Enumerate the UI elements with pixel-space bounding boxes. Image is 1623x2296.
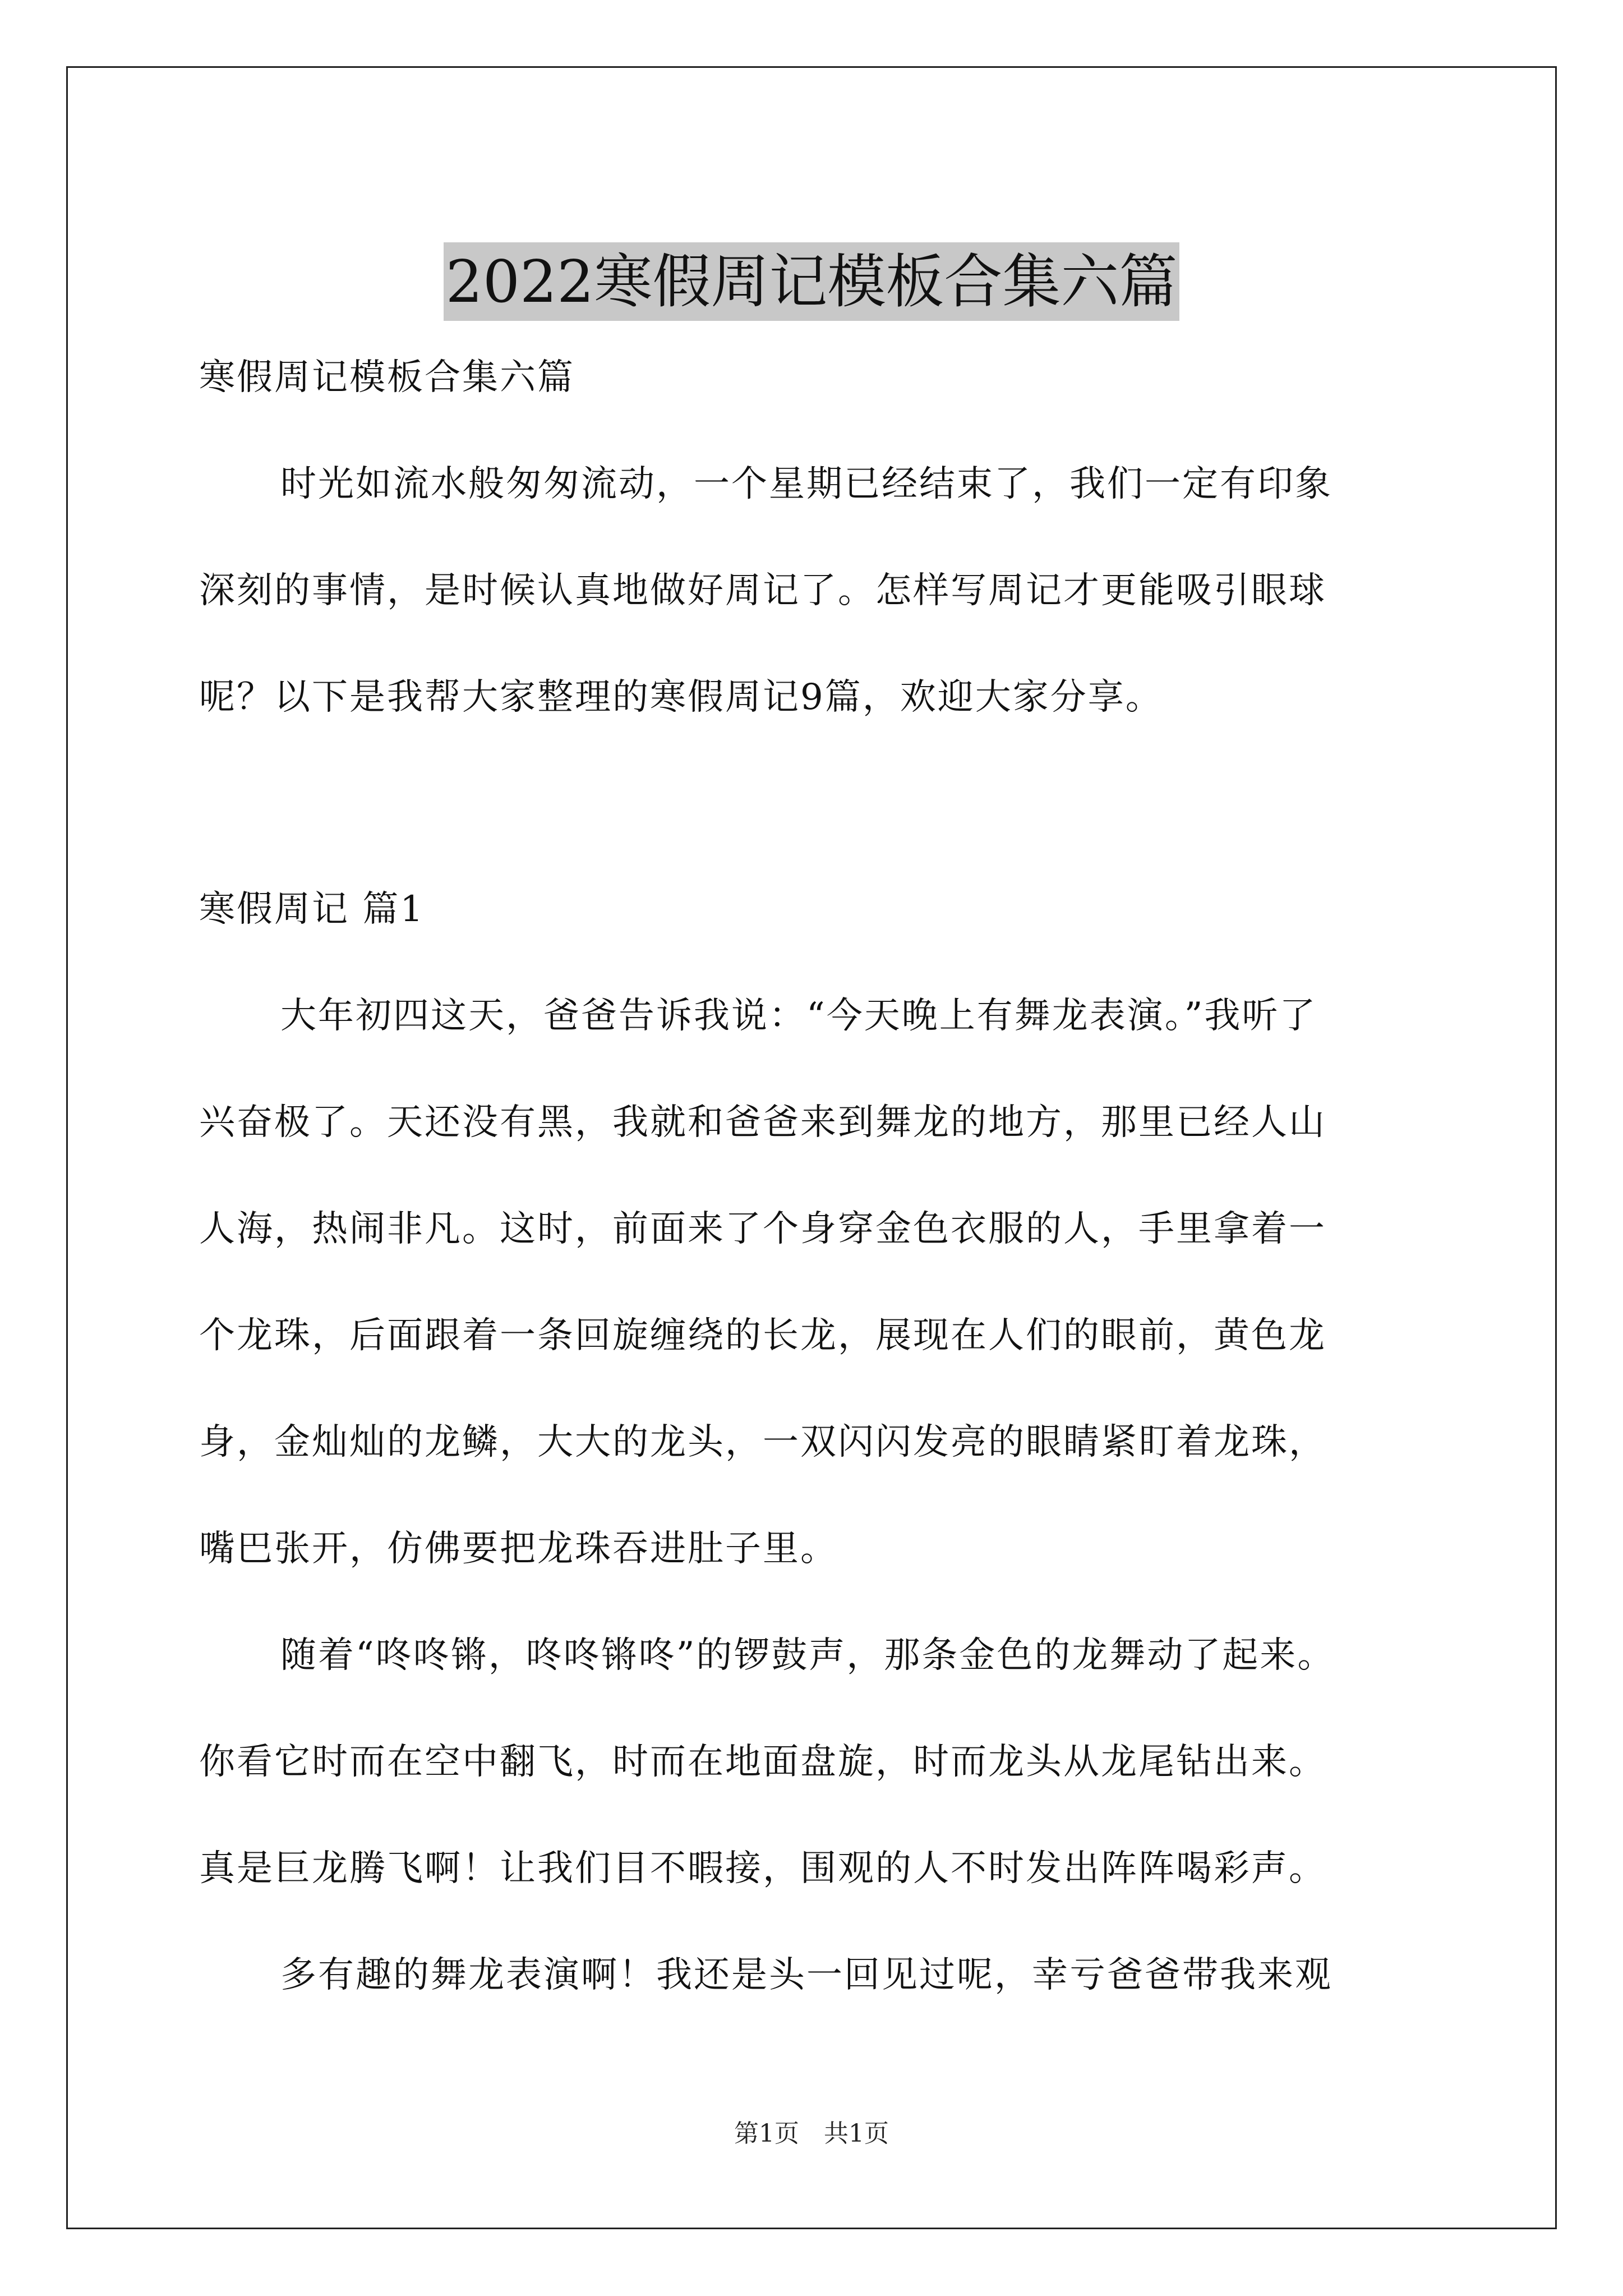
body-line-4: 个龙珠，后面跟着一条回旋缠绕的长龙，展现在人们的眼前，黄色龙: [199, 1315, 1326, 1356]
body-line-7: 随着“咚咚锵，咚咚锵咚”的锣鼓声，那条金色的龙舞动了起来。: [280, 1635, 1335, 1676]
intro-line-2: 深刻的事情，是时候认真地做好周记了。怎样写周记才更能吸引眼球: [199, 570, 1326, 611]
body-line-5: 身，金灿灿的龙鳞，大大的龙头，一双闪闪发亮的眼睛紧盯着龙珠，: [199, 1421, 1326, 1463]
body-line-10: 多有趣的舞龙表演啊！我还是头一回见过呢，幸亏爸爸带我来观: [280, 1954, 1332, 1996]
body-line-3: 人海，热闹非凡。这时，前面来了个身穿金色衣服的人，手里拿着一: [199, 1208, 1326, 1250]
body-line-2: 兴奋极了。天还没有黑，我就和爸爸来到舞龙的地方，那里已经人山: [199, 1102, 1326, 1143]
section-heading: 寒假周记 篇1: [199, 889, 425, 930]
intro-line-1: 时光如流水般匆匆流动，一个星期已经结束了，我们一定有印象: [280, 463, 1332, 505]
title-container: [0, 203, 1623, 360]
body-line-1: 大年初四这天，爸爸告诉我说：“今天晚上有舞龙表演。”我听了: [280, 995, 1317, 1037]
body-line-6: 嘴巴张开，仿佛要把龙珠吞进肚子里。: [199, 1528, 838, 1570]
body-line-8: 你看它时而在空中翻飞，时而在地面盘旋，时而龙头从龙尾钻出来。: [199, 1741, 1326, 1783]
body-line-9: 真是巨龙腾飞啊！让我们目不暇接，围观的人不时发出阵阵喝彩声。: [199, 1848, 1326, 1889]
document-title: 2022寒假周记模板合集六篇: [444, 242, 1180, 321]
document-subtitle: 寒假周记模板合集六篇: [199, 357, 575, 398]
page-footer: 第1页 共1页: [734, 2119, 889, 2148]
intro-line-3: 呢？以下是我帮大家整理的寒假周记9篇，欢迎大家分享。: [199, 677, 1163, 718]
